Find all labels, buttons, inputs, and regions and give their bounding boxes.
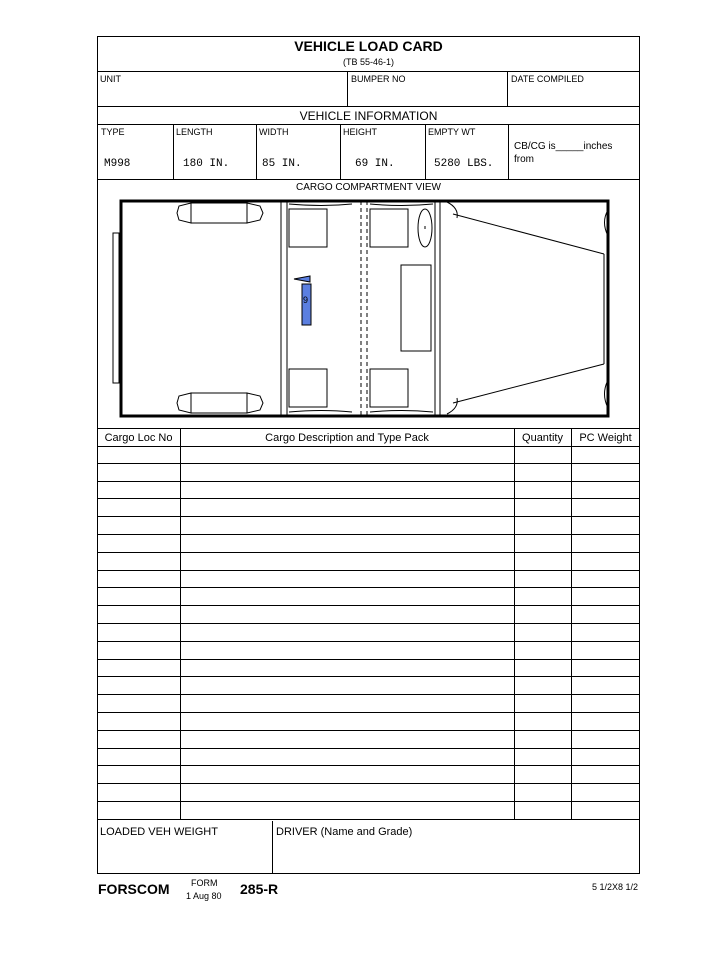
height-label: HEIGHT bbox=[343, 127, 378, 137]
table-row bbox=[97, 677, 640, 695]
divider bbox=[514, 428, 515, 446]
empty-wt-value[interactable]: 5280 LBS. bbox=[434, 158, 494, 170]
cargo-weight-cell[interactable] bbox=[571, 802, 640, 819]
cargo-loc-cell[interactable] bbox=[97, 749, 180, 766]
table-row bbox=[97, 784, 640, 802]
seat-back bbox=[289, 411, 352, 413]
cargo-loc-cell[interactable] bbox=[97, 517, 180, 534]
date-field[interactable] bbox=[508, 86, 639, 105]
cargo-qty-cell[interactable] bbox=[514, 553, 571, 570]
cargo-desc-cell[interactable] bbox=[180, 731, 514, 748]
loaded-weight-field[interactable] bbox=[98, 841, 271, 873]
cargo-qty-cell[interactable] bbox=[514, 731, 571, 748]
cargo-qty-cell[interactable] bbox=[514, 677, 571, 694]
height-value[interactable]: 69 IN. bbox=[355, 158, 395, 170]
table-row bbox=[97, 731, 640, 749]
cbcg-line1: CB/CG is_____inches bbox=[514, 141, 613, 152]
cargo-qty-cell[interactable] bbox=[514, 517, 571, 534]
cargo-qty-cell[interactable] bbox=[514, 749, 571, 766]
table-row bbox=[97, 606, 640, 624]
cargo-desc-cell[interactable] bbox=[180, 517, 514, 534]
cargo-qty-cell[interactable] bbox=[514, 464, 571, 481]
cargo-weight-cell[interactable] bbox=[571, 660, 640, 677]
divider bbox=[97, 179, 640, 180]
cargo-desc-cell[interactable] bbox=[180, 553, 514, 570]
type-value[interactable]: M998 bbox=[104, 158, 131, 170]
form-number: 285-R bbox=[240, 881, 279, 897]
wheel-guard bbox=[177, 203, 191, 223]
cargo-desc-cell[interactable] bbox=[180, 713, 514, 730]
cargo-desc-cell[interactable] bbox=[180, 535, 514, 552]
cbcg-line2: from bbox=[514, 154, 534, 165]
cargo-loc-cell[interactable] bbox=[97, 553, 180, 570]
table-row bbox=[97, 517, 640, 535]
cargo-desc-cell[interactable] bbox=[180, 766, 514, 783]
cargo-qty-cell[interactable] bbox=[514, 588, 571, 605]
width-value[interactable]: 85 IN. bbox=[262, 158, 302, 170]
divider bbox=[180, 428, 181, 446]
table-row bbox=[97, 499, 640, 517]
date-label: DATE COMPILED bbox=[511, 74, 584, 84]
divider bbox=[173, 124, 174, 179]
col-weight-header: PC Weight bbox=[579, 432, 632, 444]
table-row bbox=[97, 624, 640, 642]
table-row bbox=[97, 713, 640, 731]
length-value[interactable]: 180 IN. bbox=[183, 158, 230, 170]
form-size: 5 1/2X8 1/2 bbox=[591, 882, 638, 892]
cargo-qty-cell[interactable] bbox=[514, 642, 571, 659]
table-row bbox=[97, 802, 640, 820]
driver-field[interactable] bbox=[273, 841, 639, 873]
cargo-loc-cell[interactable] bbox=[97, 802, 180, 819]
cargo-desc-cell[interactable] bbox=[180, 677, 514, 694]
wheel bbox=[191, 203, 247, 223]
cargo-weight-cell[interactable] bbox=[571, 713, 640, 730]
console bbox=[401, 265, 431, 351]
loaded-weight-label: LOADED VEH WEIGHT bbox=[100, 826, 218, 838]
seat bbox=[370, 209, 408, 247]
unit-label: UNIT bbox=[100, 74, 121, 84]
cargo-loc-cell[interactable] bbox=[97, 713, 180, 730]
length-label: LENGTH bbox=[176, 127, 213, 137]
vehicle-diagram bbox=[97, 192, 640, 424]
divider bbox=[97, 428, 640, 429]
cargo-loc-cell[interactable] bbox=[97, 446, 180, 463]
cargo-desc-cell[interactable] bbox=[180, 464, 514, 481]
cargo-weight-cell[interactable] bbox=[571, 482, 640, 499]
divider bbox=[256, 124, 257, 179]
divider bbox=[340, 124, 341, 179]
cargo-weight-cell[interactable] bbox=[571, 588, 640, 605]
cargo-desc-cell[interactable] bbox=[180, 660, 514, 677]
form-title: VEHICLE LOAD CARD bbox=[294, 38, 443, 54]
table-row bbox=[97, 482, 640, 500]
cargo-weight-cell[interactable] bbox=[571, 766, 640, 783]
cargo-qty-cell[interactable] bbox=[514, 624, 571, 641]
width-label: WIDTH bbox=[259, 127, 289, 137]
cargo-qty-cell[interactable] bbox=[514, 766, 571, 783]
divider bbox=[97, 71, 640, 72]
cargo-weight-cell[interactable] bbox=[571, 624, 640, 641]
cargo-loc-cell[interactable] bbox=[97, 624, 180, 641]
vehicle-outline bbox=[121, 201, 608, 416]
seat-back bbox=[289, 204, 352, 206]
type-label: TYPE bbox=[101, 127, 125, 137]
table-row bbox=[97, 553, 640, 571]
cargo-qty-cell[interactable] bbox=[514, 784, 571, 801]
cargo-desc-cell[interactable] bbox=[180, 802, 514, 819]
cargo-loc-cell[interactable] bbox=[97, 535, 180, 552]
cargo-weight-cell[interactable] bbox=[571, 553, 640, 570]
cargo-weight-cell[interactable] bbox=[571, 446, 640, 463]
table-row bbox=[97, 464, 640, 482]
table-row bbox=[97, 695, 640, 713]
cargo-weight-cell[interactable] bbox=[571, 695, 640, 712]
seat bbox=[370, 369, 408, 407]
table-row bbox=[97, 642, 640, 660]
cargo-loc-cell[interactable] bbox=[97, 784, 180, 801]
cargo-loc-cell[interactable] bbox=[97, 731, 180, 748]
cargo-loc-cell[interactable] bbox=[97, 588, 180, 605]
cargo-weight-cell[interactable] bbox=[571, 749, 640, 766]
cargo-qty-cell[interactable] bbox=[514, 802, 571, 819]
cargo-loc-cell[interactable] bbox=[97, 660, 180, 677]
empty-wt-label: EMPTY WT bbox=[428, 127, 476, 137]
form-subtitle: (TB 55-46-1) bbox=[342, 57, 395, 67]
table-row bbox=[97, 571, 640, 589]
cargo-weight-cell[interactable] bbox=[571, 642, 640, 659]
fender bbox=[447, 202, 457, 218]
cargo-qty-cell[interactable] bbox=[514, 571, 571, 588]
table-row bbox=[97, 660, 640, 678]
form-org: FORSCOM bbox=[98, 881, 170, 897]
cargo-qty-cell[interactable] bbox=[514, 713, 571, 730]
wheel-guard bbox=[247, 203, 263, 223]
unit-field[interactable] bbox=[98, 86, 346, 105]
divider bbox=[425, 124, 426, 179]
cargo-desc-cell[interactable] bbox=[180, 784, 514, 801]
divider bbox=[571, 428, 572, 446]
seat-back bbox=[370, 411, 433, 413]
cargo-weight-cell[interactable] bbox=[571, 535, 640, 552]
col-qty-header: Quantity bbox=[522, 432, 563, 444]
divider bbox=[508, 124, 509, 179]
cargo-weight-cell[interactable] bbox=[571, 571, 640, 588]
cargo-view-heading: CARGO COMPARTMENT VIEW bbox=[295, 182, 441, 193]
rear-bumper bbox=[113, 233, 119, 383]
cargo-loc-cell[interactable] bbox=[97, 571, 180, 588]
driver-label: DRIVER (Name and Grade) bbox=[276, 826, 413, 838]
cargo-loc-cell[interactable] bbox=[97, 464, 180, 481]
cargo-weight-cell[interactable] bbox=[571, 677, 640, 694]
cargo-loc-cell[interactable] bbox=[97, 677, 180, 694]
cargo-loc-cell[interactable] bbox=[97, 642, 180, 659]
cargo-weight-cell[interactable] bbox=[571, 784, 640, 801]
cargo-desc-cell[interactable] bbox=[180, 482, 514, 499]
wheel bbox=[191, 393, 247, 413]
col-loc-header: Cargo Loc No bbox=[104, 432, 173, 444]
seat bbox=[289, 369, 327, 407]
cargo-weight-cell[interactable] bbox=[571, 499, 640, 516]
wheel-guard bbox=[177, 393, 191, 413]
cargo-marker-label[interactable]: 9 bbox=[303, 295, 309, 305]
table-row bbox=[97, 766, 640, 784]
cargo-desc-cell[interactable] bbox=[180, 571, 514, 588]
cargo-loc-cell[interactable] bbox=[97, 499, 180, 516]
hood-edge bbox=[453, 214, 604, 254]
cargo-desc-cell[interactable] bbox=[180, 499, 514, 516]
divider bbox=[97, 106, 640, 107]
cargo-desc-cell[interactable] bbox=[180, 446, 514, 463]
form-date: 1 Aug 80 bbox=[186, 891, 222, 901]
cargo-loc-cell[interactable] bbox=[97, 606, 180, 623]
bumper-field[interactable] bbox=[348, 86, 506, 105]
table-row bbox=[97, 588, 640, 606]
hood-edge bbox=[453, 364, 604, 403]
cargo-qty-cell[interactable] bbox=[514, 535, 571, 552]
cargo-desc-cell[interactable] bbox=[180, 624, 514, 641]
seat-back bbox=[370, 204, 433, 206]
cargo-desc-cell[interactable] bbox=[180, 749, 514, 766]
cargo-desc-cell[interactable] bbox=[180, 642, 514, 659]
cargo-loc-cell[interactable] bbox=[97, 695, 180, 712]
table-row bbox=[97, 446, 640, 464]
cargo-desc-cell[interactable] bbox=[180, 588, 514, 605]
cargo-qty-cell[interactable] bbox=[514, 499, 571, 516]
cargo-qty-cell[interactable] bbox=[514, 606, 571, 623]
cargo-weight-cell[interactable] bbox=[571, 517, 640, 534]
cargo-qty-cell[interactable] bbox=[514, 482, 571, 499]
table-row bbox=[97, 535, 640, 553]
wheel-guard bbox=[247, 393, 263, 413]
cargo-weight-cell[interactable] bbox=[571, 731, 640, 748]
cargo-qty-cell[interactable] bbox=[514, 660, 571, 677]
cargo-desc-cell[interactable] bbox=[180, 606, 514, 623]
cargo-weight-cell[interactable] bbox=[571, 606, 640, 623]
col-desc-header: Cargo Description and Type Pack bbox=[265, 432, 429, 444]
divider bbox=[97, 124, 640, 125]
cargo-weight-cell[interactable] bbox=[571, 464, 640, 481]
vehicle-info-heading: VEHICLE INFORMATION bbox=[299, 109, 438, 123]
table-row bbox=[97, 749, 640, 767]
form-word: FORM bbox=[191, 878, 218, 888]
cargo-loc-cell[interactable] bbox=[97, 482, 180, 499]
seat bbox=[289, 209, 327, 247]
cargo-loc-cell[interactable] bbox=[97, 766, 180, 783]
cargo-qty-cell[interactable] bbox=[514, 695, 571, 712]
bumper-label: BUMPER NO bbox=[351, 74, 406, 84]
cargo-marker-tip bbox=[294, 276, 310, 282]
cargo-qty-cell[interactable] bbox=[514, 446, 571, 463]
cargo-desc-cell[interactable] bbox=[180, 695, 514, 712]
fender bbox=[447, 398, 457, 414]
